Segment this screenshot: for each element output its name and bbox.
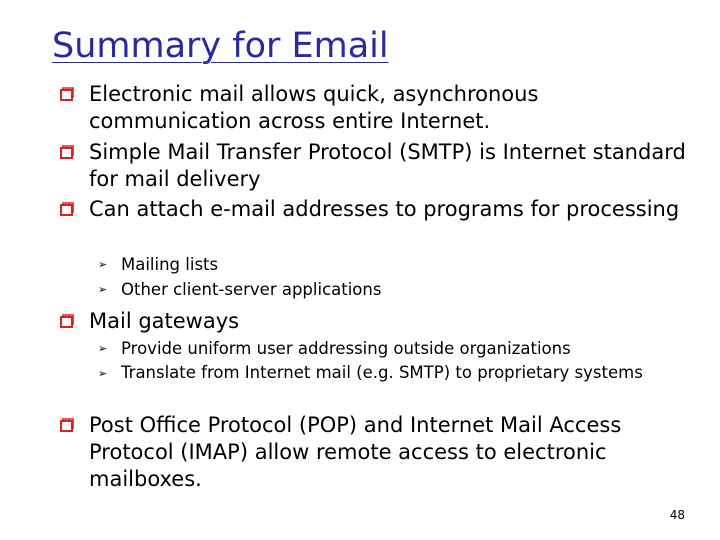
sub-bullet-item bbox=[98, 338, 658, 360]
sub-bullet-text: Mailing lists bbox=[121, 255, 219, 274]
arrowhead-bullet-icon: ➢ bbox=[98, 258, 108, 271]
bullet-item bbox=[60, 139, 700, 193]
bullet-text: Mail gateways bbox=[89, 309, 240, 333]
checkbox-bullet-icon bbox=[60, 202, 74, 216]
checkbox-bullet-icon bbox=[60, 418, 74, 432]
bullet-item bbox=[60, 81, 700, 135]
bullet-text: Simple Mail Transfer Protocol (SMTP) is Internet standard for mail delivery bbox=[89, 140, 686, 191]
sub-bullet-item bbox=[98, 363, 658, 383]
bullet-text: Can attach e-mail addresses to programs for processing bbox=[89, 197, 680, 221]
bullet-item bbox=[60, 308, 700, 335]
arrowhead-bullet-icon: ➢ bbox=[98, 342, 108, 355]
checkbox-bullet-icon bbox=[60, 314, 74, 328]
sub-bullet-text: Translate from Internet mail (e.g. SMTP) to proprietary systems bbox=[121, 363, 643, 382]
checkbox-bullet-icon bbox=[60, 145, 74, 159]
sub-bullet-text: Other client-server applications bbox=[121, 280, 382, 299]
sub-bullet-item bbox=[98, 254, 658, 276]
slide-title: Summary for Email bbox=[52, 26, 389, 66]
bullet-item bbox=[60, 196, 700, 223]
sub-bullet-text: Provide uniform user addressing outside organizations bbox=[121, 339, 571, 358]
checkbox-bullet-icon bbox=[60, 87, 74, 101]
arrowhead-bullet-icon: ➢ bbox=[98, 367, 108, 380]
bullet-text: Post Office Protocol (POP) and Internet Mail Access Protocol (IMAP) allow remote access to electronic mailboxes. bbox=[89, 413, 622, 491]
bullet-text: Electronic mail allows quick, asynchronous communication across entire Internet. bbox=[89, 82, 539, 133]
bullet-item bbox=[60, 412, 700, 493]
arrowhead-bullet-icon: ➢ bbox=[98, 283, 108, 296]
sub-bullet-item bbox=[98, 279, 658, 301]
page-number: 48 bbox=[669, 508, 685, 522]
